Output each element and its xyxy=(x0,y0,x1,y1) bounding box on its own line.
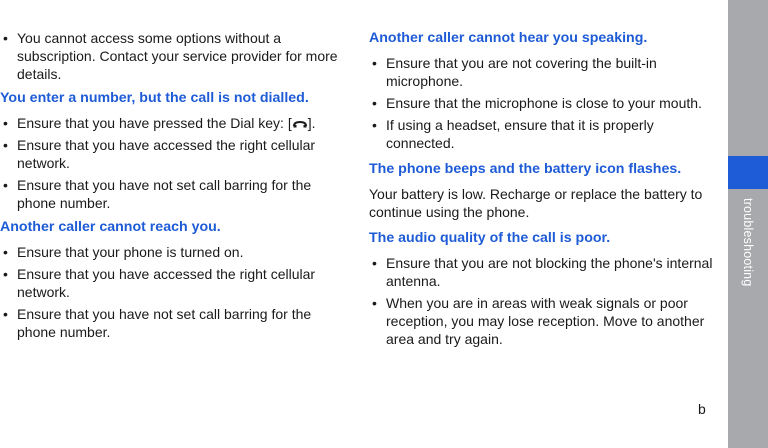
list-item: • Ensure that your phone is turned on. xyxy=(0,243,345,261)
chapter-sidebar xyxy=(728,0,768,448)
list-item xyxy=(0,114,345,132)
bullet-list-cannot-hear xyxy=(369,54,714,152)
section-heading-battery: The phone beeps and the battery icon flashes. xyxy=(369,161,682,177)
list-item: • Ensure that the microphone is close to your mouth. xyxy=(369,94,714,112)
bullet-list-cannot-reach xyxy=(0,243,345,341)
list-item: • Ensure that you have accessed the right cellular network. xyxy=(0,265,345,301)
intro-bullet-list xyxy=(0,29,345,83)
bullet-list-call-not-dialled xyxy=(0,114,345,212)
chapter-marker xyxy=(728,156,768,189)
list-item-text: Ensure that you have pressed the Dial key: [ xyxy=(17,115,292,131)
left-column xyxy=(0,29,345,345)
list-item: • If using a headset, ensure that it is properly connected. xyxy=(369,116,714,152)
dial-key-icon xyxy=(293,119,307,129)
list-item: • Ensure that you have not set call barring for the phone number. xyxy=(0,176,345,212)
right-column xyxy=(369,29,714,352)
section-heading-cannot-hear: Another caller cannot hear you speaking. xyxy=(369,30,648,46)
list-item: • When you are in areas with weak signals or poor reception, you may lose reception. Move to another area and try again. xyxy=(369,294,714,348)
list-item: • Ensure that you are not blocking the phone's internal antenna. xyxy=(369,254,714,290)
page-letter: b xyxy=(698,401,706,417)
list-item: • Ensure that you are not covering the built-in microphone. xyxy=(369,54,714,90)
list-item: • Ensure that you have not set call barring for the phone number. xyxy=(0,305,345,341)
section-heading-call-not-dialled: You enter a number, but the call is not dialled. xyxy=(0,90,309,106)
list-item: • You cannot access some options without a subscription. Contact your service provider for more details. xyxy=(0,29,345,83)
section-heading-cannot-reach: Another caller cannot reach you. xyxy=(0,219,221,235)
battery-paragraph: Your battery is low. Recharge or replace the battery to continue using the phone. xyxy=(369,186,703,220)
bullet-list-audio-quality xyxy=(369,254,714,348)
section-heading-audio-quality: The audio quality of the call is poor. xyxy=(369,230,611,246)
chapter-label: troubleshooting xyxy=(741,198,755,287)
list-item-suffix: ]. xyxy=(307,115,316,131)
list-item: • Ensure that you have accessed the right cellular network. xyxy=(0,136,345,172)
